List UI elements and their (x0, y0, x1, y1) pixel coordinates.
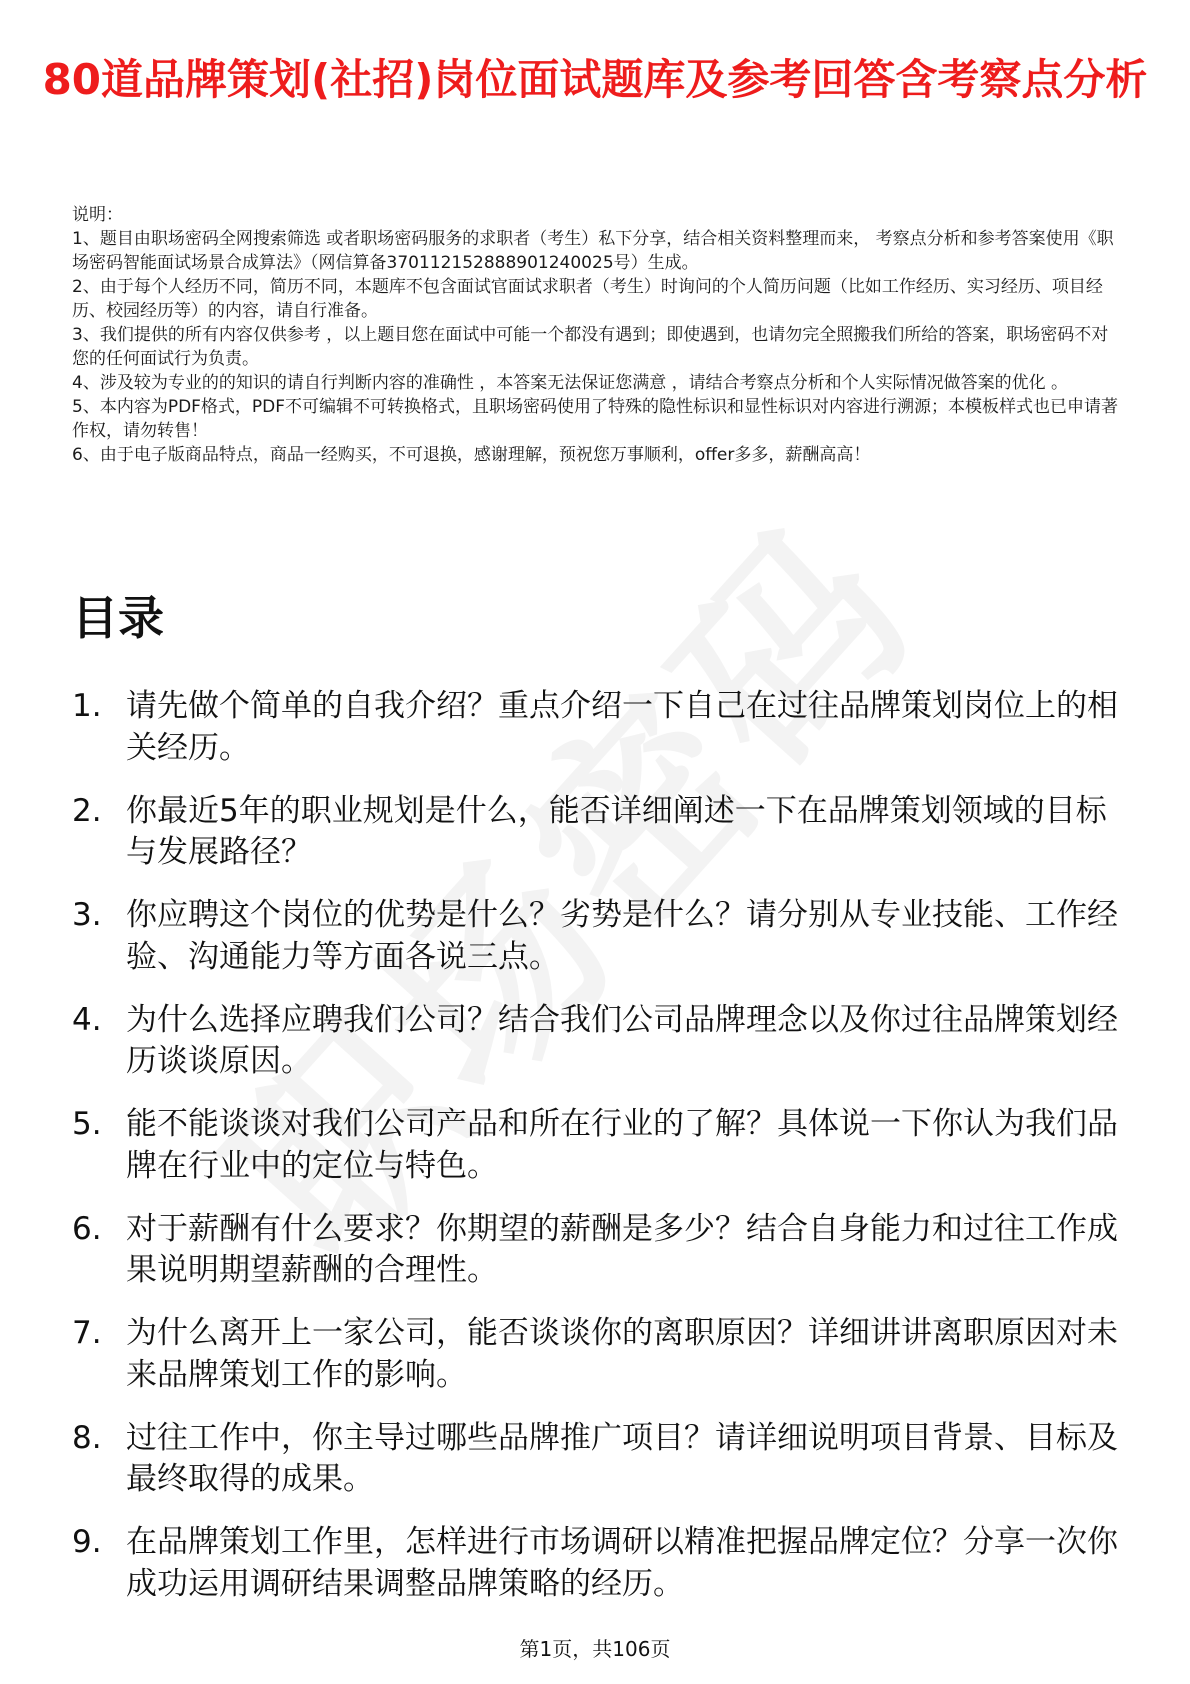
toc-item-number: 4. (72, 1001, 102, 1038)
toc-item-number: 3. (72, 897, 102, 933)
toc-item-text: 过往工作中，你主导过哪些品牌推广项目？请详细说明项目背景、目标及最终取得的成果。 (126, 1419, 1118, 1497)
notes-heading: 说明： (72, 205, 123, 225)
toc-item-text: 对于薪酬有什么要求？你期望的薪酬是多少？结合自身能力和过往工作成果说明期望薪酬的合理性。 (126, 1210, 1118, 1288)
note-item: 1、题目由职场密码全网搜索筛选 或者职场密码服务的求职者（考生）私下分享，结合相关资料整理而来， 考察点分析和参考答案使用《职场密码智能面试场景合成算法》（网信算备370112152888901240025号）生成。 (72, 229, 1114, 273)
toc-item-number: 9. (72, 1524, 102, 1560)
toc-item (72, 1209, 1132, 1292)
toc-item-text: 为什么选择应聘我们公司？结合我们公司品牌理念以及你过往品牌策划经历谈谈原因。 (126, 1001, 1118, 1079)
page-footer: 第1页，共106页 (519, 1637, 671, 1661)
toc-item-number: 1. (72, 688, 102, 724)
toc-item (72, 1000, 1132, 1083)
toc-item-number: 7. (72, 1315, 102, 1351)
toc-item-text: 能不能谈谈对我们公司产品和所在行业的了解？具体说一下你认为我们品牌在行业中的定位与特色。 (126, 1106, 1118, 1184)
note-item: 4、涉及较为专业的的知识的请自行判断内容的准确性 ，本答案无法保证您满意 ，请结合考察点分析和个人实际情况做答案的优化 。 (72, 373, 1069, 393)
note-item: 3、我们提供的所有内容仅供参考 ，以上题目您在面试中可能一个都没有遇到；即使遇到，也请勿完全照搬我们所给的答案，职场密码不对您的任何面试行为负责。 (72, 325, 1109, 369)
toc-item-text: 你最近5年的职业规划是什么，能否详细阐述一下在品牌策划领域的目标与发展路径？ (126, 792, 1107, 870)
note-item: 6、由于电子版商品特点，商品一经购买，不可退换，感谢理解，预祝您万事顺利，offer多多，薪酬高高！ (72, 445, 871, 465)
notes-section (72, 203, 1122, 467)
toc-item-number: 6. (72, 1210, 102, 1247)
toc-item (72, 686, 1132, 769)
document-title: 80道品牌策划(社招)岗位面试题库及参考回答含考察点分析 (42, 55, 1148, 104)
note-item: 5、本内容为PDF格式，PDF不可编辑不可转换格式，且职场密码使用了特殊的隐性标识和显性标识对内容进行溯源；本模板样式也已申请著作权，请勿转售！ (72, 397, 1119, 441)
toc-heading: 目录 (72, 591, 164, 645)
toc-item-text: 请先做个简单的自我介绍？重点介绍一下自己在过往品牌策划岗位上的相关经历。 (126, 688, 1118, 766)
toc-item (72, 1522, 1132, 1605)
toc-item-number: 5. (72, 1106, 102, 1142)
toc-item-number: 8. (72, 1419, 102, 1456)
toc-item-number: 2. (72, 792, 102, 829)
toc-item (72, 1313, 1132, 1396)
toc-item (72, 791, 1132, 874)
toc-item-text: 为什么离开上一家公司，能否谈谈你的离职原因？详细讲讲离职原因对未来品牌策划工作的影响。 (126, 1315, 1118, 1393)
toc-item (72, 1418, 1132, 1501)
toc-item-text: 你应聘这个岗位的优势是什么？劣势是什么？请分别从专业技能、工作经验、沟通能力等方面各说三点。 (126, 897, 1118, 975)
toc-item (72, 895, 1132, 978)
toc-item (72, 1104, 1132, 1187)
toc-item-text: 在品牌策划工作里，怎样进行市场调研以精准把握品牌定位？分享一次你成功运用调研结果调整品牌策略的经历。 (126, 1524, 1118, 1602)
note-item: 2、由于每个人经历不同，简历不同，本题库不包含面试官面试求职者（考生）时询问的个人简历问题（比如工作经历、实习经历、项目经历、校园经历等）的内容，请自行准备。 (72, 277, 1103, 321)
toc-list (72, 686, 1132, 1627)
